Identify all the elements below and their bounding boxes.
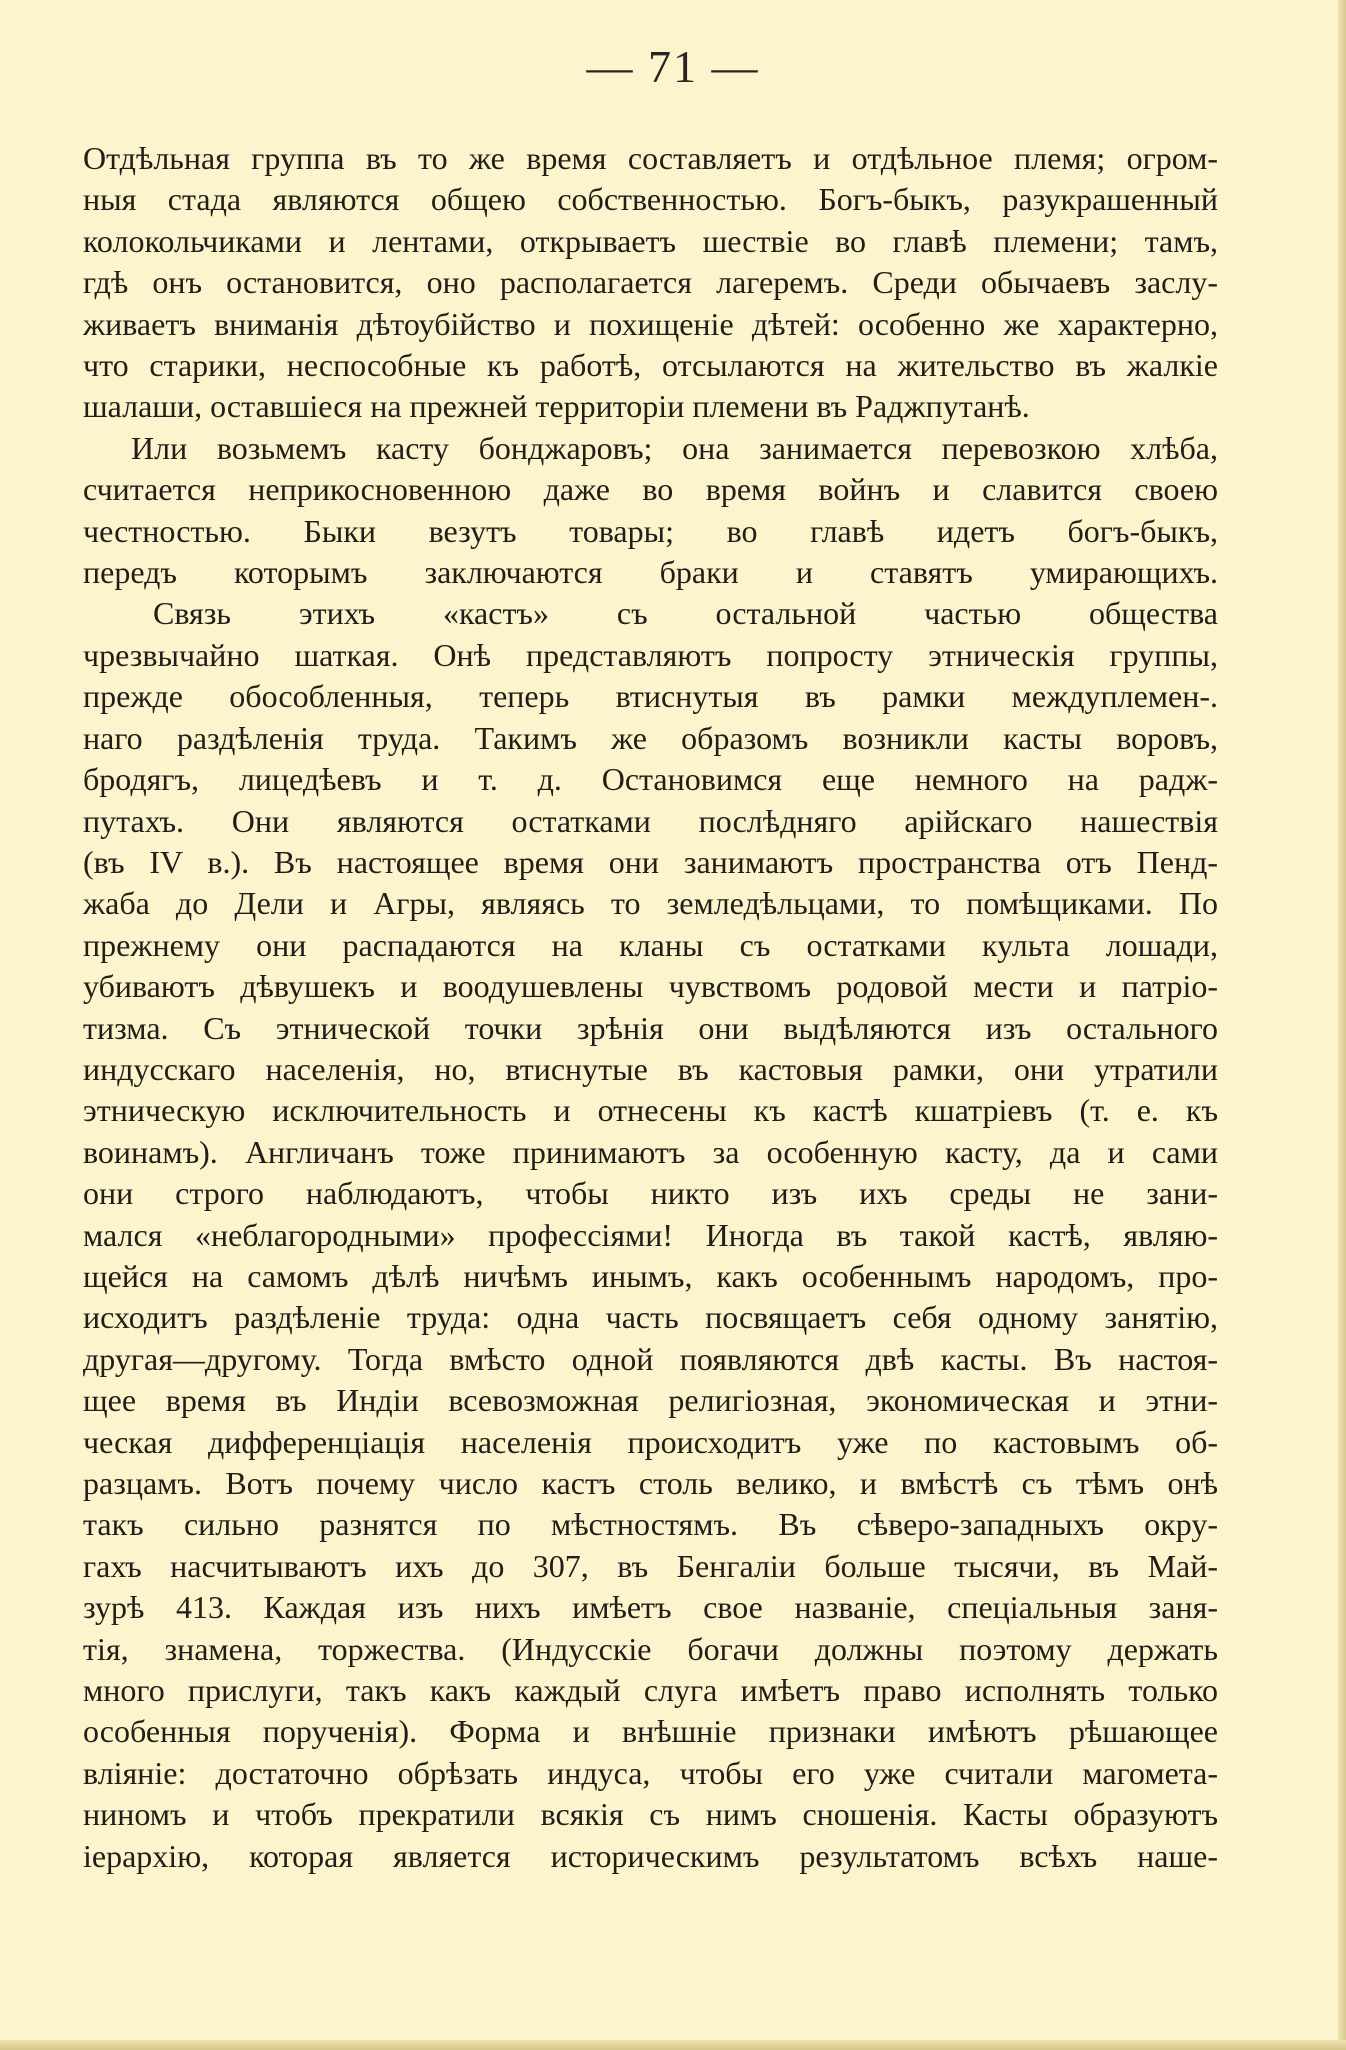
text-line: Связь этихъ «кастъ» съ остальной частью общества: [153, 595, 1218, 632]
text-line: путахъ. Они являются остатками послѣдняго арійскаго нашествія: [83, 802, 1218, 839]
text-line: разцамъ. Вотъ почему число кастъ столь велико, и вмѣстѣ съ тѣмъ онѣ: [83, 1465, 1218, 1501]
text-line: такъ сильно разнятся по мѣстностямъ. Въ сѣверо-западныхъ окру-: [83, 1506, 1218, 1543]
text-line: гдѣ онъ остановится, оно располагается лагеремъ. Среди обычаевъ заслу-: [83, 264, 1218, 301]
text-line: ниномъ и чтобъ прекратили всякія съ нимъ сношенія. Касты образуютъ: [83, 1796, 1218, 1833]
text-line: что старики, неспособные къ работѣ, отсылаются на жительство въ жалкіе: [83, 347, 1218, 384]
text-line: Или возьмемъ касту бонджаровъ; она занимается перевозкою хлѣба,: [131, 429, 1218, 466]
body-text: [83, 138, 1218, 1877]
text-line: іерархію, которая является историческимъ результатомъ всѣхъ наше-: [83, 1837, 1218, 1874]
text-line: этническую исключительность и отнесены къ кастѣ кшатріевъ (т. е. къ: [83, 1092, 1218, 1129]
text-line: убиваютъ дѣвушекъ и воодушевлены чувствомъ родовой мести и патріо-: [83, 968, 1218, 1005]
text-line: (въ IV в.). Въ настоящее время они занимаютъ пространства отъ Пенд-: [83, 843, 1218, 880]
text-line: чрезвычайно шаткая. Онѣ представляютъ попросту этническія группы,: [83, 636, 1218, 673]
page-number: — 71 —: [586, 41, 760, 92]
text-line: гахъ насчитываютъ ихъ до 307, въ Бенгаліи больше тысячи, въ Май-: [83, 1547, 1218, 1584]
text-line: жаба до Дели и Агры, являясь то земледѣльцами, то помѣщиками. По: [83, 885, 1218, 922]
text-line: особенныя порученія). Форма и внѣшніе признаки имѣютъ рѣшающее: [83, 1713, 1218, 1750]
page-edge-bottom: [0, 2040, 1346, 2050]
text-line: они строго наблюдаютъ, чтобы никто изъ ихъ среды не зани-: [83, 1175, 1218, 1212]
text-line: Отдѣльная группа въ то же время составляетъ и отдѣльное племя; огром-: [83, 140, 1218, 176]
text-line: другая—другому. Тогда вмѣсто одной появляются двѣ касты. Въ настоя-: [83, 1340, 1218, 1377]
text-line: щее время въ Индіи всевозможная религіозная, экономическая и этни-: [83, 1382, 1218, 1419]
text-line: наго раздѣленія труда. Такимъ же образомъ возникли касты воровъ,: [83, 719, 1218, 756]
text-line: воинамъ). Англичанъ тоже принимаютъ за особенную касту, да и сами: [83, 1133, 1218, 1170]
text-line: много прислуги, такъ какъ каждый слуга имѣетъ право исполнять только: [83, 1672, 1218, 1709]
text-line: ческая дифференціація населенія происходитъ уже по кастовымъ об-: [83, 1423, 1218, 1460]
text-line: мался «неблагородными» профессіями! Иногда въ такой кастѣ, являю-: [83, 1216, 1218, 1253]
text-line: ныя стада являются общею собственностью. Богъ-быкъ, разукрашенный: [83, 181, 1218, 218]
text-line: тія, знамена, торжества. (Индусскіе богачи должны поэтому держать: [83, 1630, 1218, 1667]
text-line: считается неприкосновенною даже во время войнъ и славится своею: [83, 471, 1218, 508]
text-line: исходитъ раздѣленіе труда: одна часть посвящаетъ себя одному занятію,: [83, 1299, 1218, 1336]
text-line: вліяніе: достаточно обрѣзать индуса, чтобы его уже считали магомета-: [83, 1754, 1218, 1791]
text-line: щейся на самомъ дѣлѣ ничѣмъ инымъ, какъ особеннымъ народомъ, про-: [83, 1257, 1218, 1294]
text-line: передъ которымъ заключаются браки и ставятъ умирающихъ.: [83, 554, 1218, 591]
text-line: зурѣ 413. Каждая изъ нихъ имѣетъ свое названіе, спеціальныя заня-: [83, 1589, 1218, 1626]
text-line: колокольчиками и лентами, открываетъ шествіе во главѣ племени; тамъ,: [83, 222, 1218, 259]
text-line: шалаши, оставшіеся на прежней территоріи племени въ Раджпутанѣ.: [83, 388, 1030, 425]
text-line: прежде обособленныя, теперь втиснутыя въ рамки междуплемен-.: [83, 678, 1218, 715]
text-line: прежнему они распадаются на кланы съ остатками культа лошади,: [83, 926, 1218, 963]
text-line: живаетъ вниманія дѣтоубійство и похищеніе дѣтей: особенно же характерно,: [83, 305, 1218, 342]
text-line: бродягъ, лицедѣевъ и т. д. Остановимся еще немного на радж-: [83, 761, 1218, 798]
text-line: честностью. Быки везутъ товары; во главѣ идетъ богъ-быкъ,: [83, 512, 1218, 549]
text-line: индусскаго населенія, но, втиснутые въ кастовыя рамки, они утратили: [83, 1050, 1218, 1087]
page-edge-right: [1338, 0, 1346, 2050]
text-line: тизма. Съ этнической точки зрѣнія они выдѣляются изъ остального: [83, 1009, 1218, 1046]
